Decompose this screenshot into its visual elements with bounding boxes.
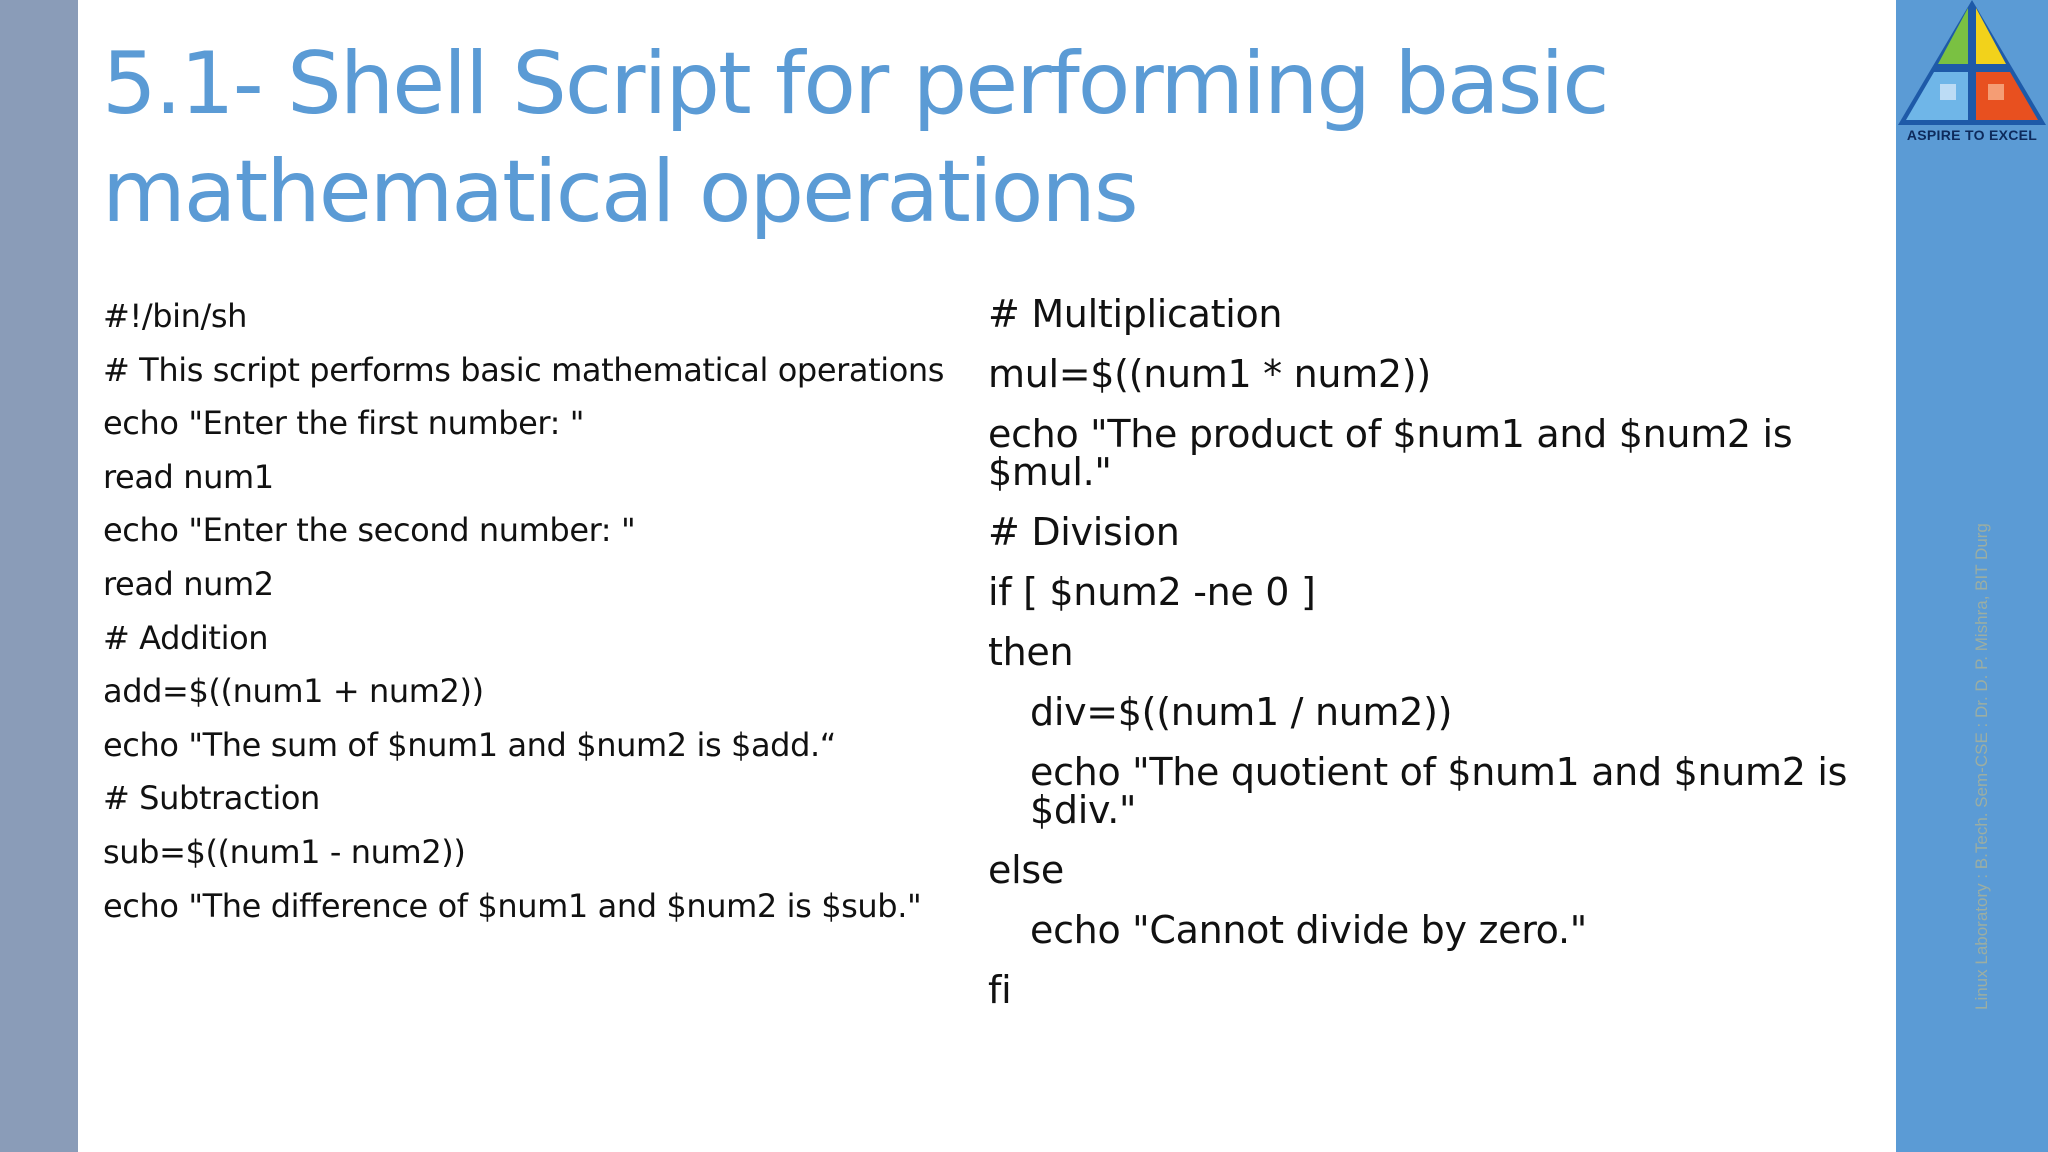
code-line: echo "The product of $num1 and $num2 is $mul."	[988, 412, 1805, 494]
code-column-left	[103, 290, 963, 933]
code-line: echo "The quotient of $num1 and $num2 is $div."	[1030, 750, 1859, 832]
code-line: div=$((num1 / num2))	[1030, 690, 1453, 734]
code-line: # This script performs basic mathematical operations	[103, 350, 945, 389]
code-line: echo "The sum of $num1 and $num2 is $add.“	[103, 725, 836, 764]
code-line: mul=$((num1 * num2))	[988, 352, 1431, 396]
code-line: echo "The difference of $num1 and $num2 is $sub."	[103, 886, 922, 925]
code-line: add=$((num1 + num2))	[103, 672, 484, 711]
code-column-right	[988, 292, 1868, 1031]
code-line: echo "Cannot divide by zero."	[1030, 908, 1587, 952]
code-line: fi	[988, 968, 1012, 1012]
code-line: # Multiplication	[988, 292, 1283, 336]
code-line: #!/bin/sh	[103, 297, 248, 335]
code-line: echo "Enter the first number: "	[103, 404, 585, 443]
code-line: read num2	[103, 564, 274, 603]
code-line: else	[988, 848, 1064, 892]
code-line: # Subtraction	[103, 779, 320, 818]
side-credit-text: Linux Laboratory : B.Tech. Sem-CSE : Dr. D. P. Mishra, BIT Durg	[1972, 523, 1991, 1010]
code-line: # Division	[988, 510, 1180, 554]
left-decorative-band	[0, 0, 78, 1152]
code-line: read num1	[103, 457, 274, 496]
code-line: then	[988, 630, 1074, 674]
code-line: # Addition	[103, 618, 269, 657]
logo-caption: ASPIRE TO EXCEL	[1906, 127, 2038, 143]
code-line: sub=$((num1 - num2))	[103, 832, 466, 871]
slide-title: 5.1- Shell Script for performing basic mathematical operations	[102, 34, 1608, 242]
code-line: echo "Enter the second number: "	[103, 511, 636, 550]
code-line: if [ $num2 -ne 0 ]	[988, 570, 1316, 614]
